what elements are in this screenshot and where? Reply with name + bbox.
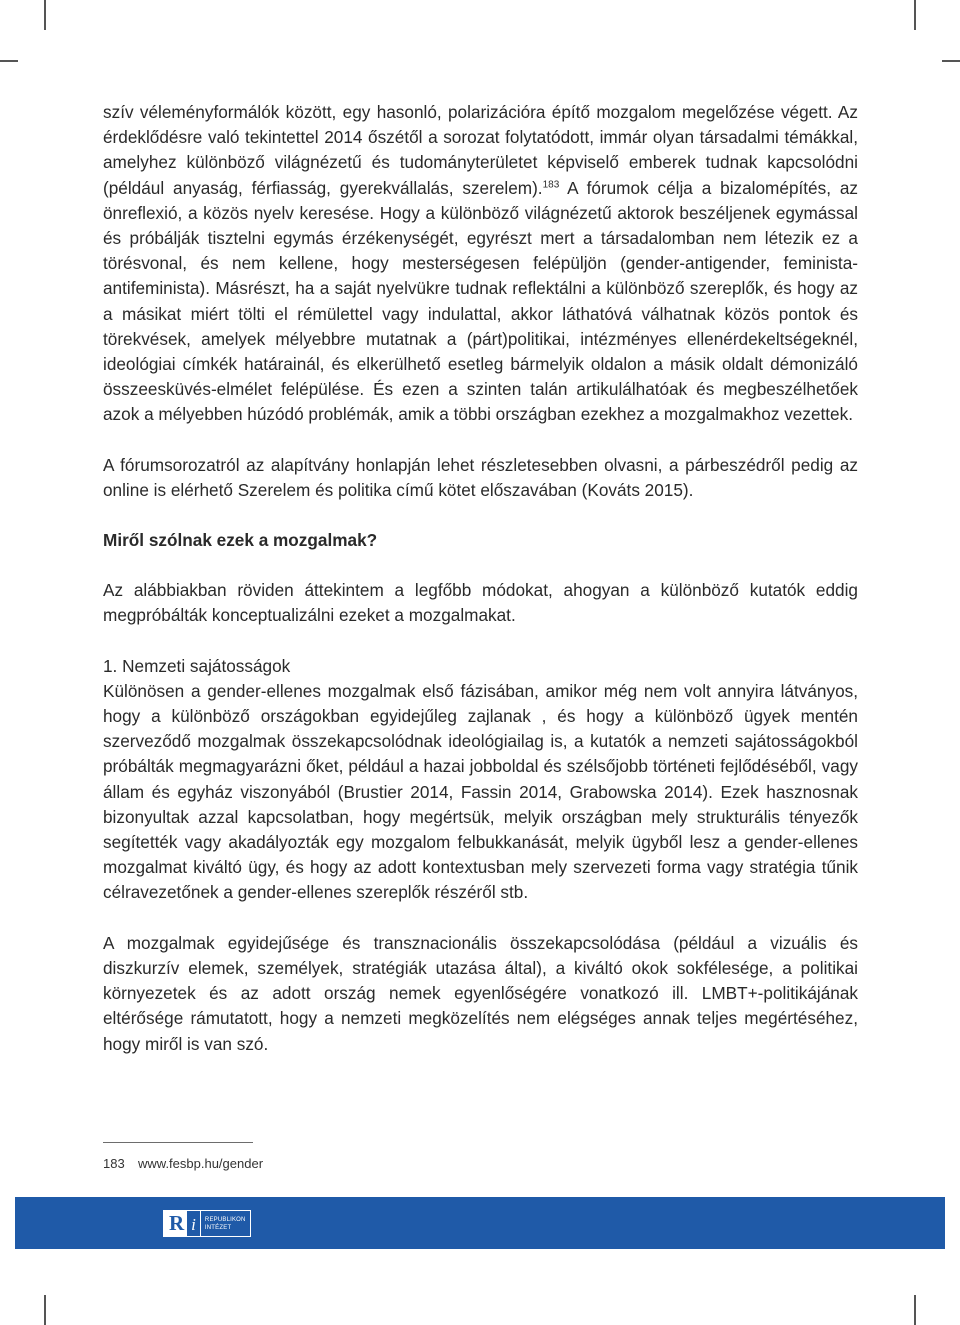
- crop-mark-bottom-left: [44, 1295, 46, 1325]
- paragraph-national-specifics: Különösen a gender-ellenes mozgalmak első fázisában, amikor még nem volt annyira látványos, hogy a különböző országokban egyidejűleg zajlanak , és hogy a különböző ügyek mentén szerveződő mozgalmak összekapcsolódnak ideológiailag is, a kutatók a nemzeti sajátosságokból próbálták megmagyarázni őket, például a hazai jobboldal és szélsőjobb történeti fejlődéséből, vagy állam és egyház viszonyából (Brustier 2014, Fassin 2014, Grabowska 2014). Ezek hasznosnak bizonyultak azzal kapcsolatban, hogy megértsük, melyik országban mely strukturális tényezők segítették vagy akadályozták egy mozgalom felbukkanását, melyik ügyből lesz a gender-ellenes mozgalmat kiváltó ügy, és hogy az adott kontextusban mely szervezeti forma vagy stratégia tűnik célravezetőnek a gender-ellenes szereplők részéről stb.: [103, 680, 858, 903]
- footnote-divider: [103, 1142, 253, 1143]
- paragraph-overview: Az alábbiakban röviden áttekintem a legfőbb módokat, ahogyan a különböző kutatók eddig megpróbálták konceptualizálni ezeket a mozgalmakat.: [103, 580, 858, 626]
- paragraph-1-text: szív véleményformálók között, egy hasonló, polarizációra építő mozgalom megelőzése végett. Az érdeklődésre való tekintettel 2014 őszétől a sorozat folytatódott, immár olyan társadalmi témákkal, amelyhez különböző világnézetű és tudományterületet képviselő emberek tudnak kapcsolódni (például anyaság, férfiasság, gyerekvállalás, szerelem).: [103, 102, 858, 198]
- crop-mark-right-top: [942, 60, 960, 62]
- paragraph-transnational: A mozgalmak egyidejűsége és transznacionális összekapcsolódása (például a vizuális és diszkurzív elemek, személyek, stratégiák utazása által), a kiváltó okok sokfélesége, a politikai környezetek és az adott ország nemek egyenlőségére vonatkozó ill. LMBT+-politikájának eltérősége rámutatott, hogy a nemzeti megközelítés nem elégséges annak teljes megértéséhez, hogy miről is van szó.: [103, 932, 858, 1054]
- crop-mark-top-right: [914, 0, 916, 30]
- paragraph-1-continued: A fórumok célja a bizalomépítés, az önreflexió, a közös nyelv keresése. Hogy a különböző világnézetű aktorok beszéljenek egymással és próbálják tisztelni egymás érzékenységét, egyrészt mert a társadalomban nem létezik ez a törésvonal, és nem kellene, hogy mesterségesen felépüljön (gender-antigender, feminista-antifeminista). Másrészt, ha a saját nyelvükre tudnak reflektálni a különböző szereplők, és hogy az a másikat miért tölti el rémülettel vagy indulattal, akkor láthatóvá válhatnak közös pontok és törekvések, amelyek mélyebbre mutatnak a (párt)politikai, intézményes ellenérdekeltségeknél, ideológiai címkék határainál, és elkerülhető esetleg bármelyik oldalon a másik oldalt démonizáló összeesküvés-elmélet felépülése. És ezen a szinten talán artikulálhatóak és megbeszélhetőek azok a mélyebben húzódó problémák, amik a többi országban ezekhez a mozgalmakhoz vezettek.: [103, 177, 858, 425]
- footnote-number: 183: [103, 1156, 125, 1171]
- section-heading: Miről szólnak ezek a mozgalmak?: [103, 530, 378, 551]
- paragraph-forum-website: A fórumsorozatról az alapítvány honlapján lehet részletesebben olvasni, a párbeszédről pedig az online is elérhető Szerelem és politika című kötet előszavában (Kováts 2015).: [103, 454, 858, 500]
- footnote: [103, 1156, 263, 1171]
- footer-bar: [15, 1197, 945, 1249]
- footnote-reference[interactable]: 183: [542, 178, 560, 190]
- footnote-link[interactable]: www.fesbp.hu/gender: [138, 1156, 264, 1171]
- republikon-logo: [163, 1210, 251, 1237]
- logo-letter-i: i: [187, 1210, 200, 1237]
- crop-mark-top-left: [44, 0, 46, 30]
- paragraph-forum-series: [103, 100, 858, 428]
- logo-wordmark: [200, 1210, 251, 1237]
- page-body: [103, 100, 858, 1057]
- subsection-title: 1. Nemzeti sajátosságok: [103, 655, 291, 676]
- crop-mark-bottom-right: [914, 1295, 916, 1325]
- logo-line-2: INTÉZET: [204, 1224, 232, 1231]
- logo-letter-r: R: [163, 1210, 187, 1237]
- logo-line-1: REPUBLIKON: [204, 1216, 246, 1223]
- crop-mark-left-top: [0, 60, 18, 62]
